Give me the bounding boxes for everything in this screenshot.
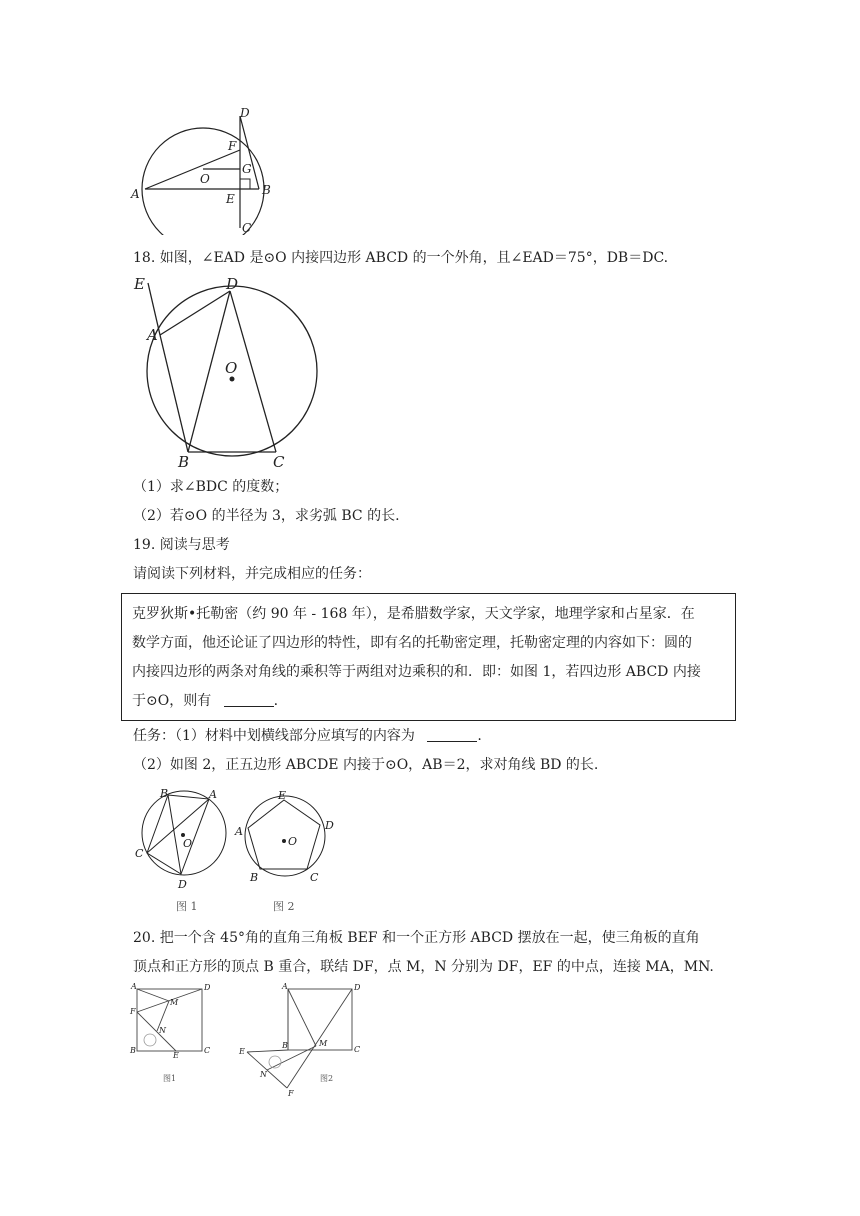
q20-fig2-E: E	[239, 1047, 245, 1056]
fig1-label-O: O	[183, 837, 193, 850]
material-line-4	[132, 692, 278, 710]
fig1-label-D: D	[178, 878, 187, 891]
fig2-label-C: C	[310, 871, 319, 884]
label-C: C	[273, 453, 285, 470]
q18-part1: （1）求∠BDC 的度数；	[133, 479, 289, 495]
label-B: B	[262, 183, 271, 197]
q20-fig2-caption: 图2	[320, 1074, 334, 1083]
fig1-caption: 图 1	[176, 900, 198, 913]
q20-fig1-N: N	[159, 1026, 166, 1035]
label-G: G	[242, 162, 252, 176]
label-E: E	[134, 275, 145, 293]
figures-q20	[125, 982, 365, 1102]
task1	[133, 727, 482, 745]
fig1-label-C: C	[135, 847, 144, 860]
fill-blank[interactable]	[224, 706, 274, 707]
task1-blank[interactable]	[427, 741, 477, 742]
label-O: O	[225, 359, 238, 377]
task2: （2）如图 2，正五边形 ABCDE 内接于⊙O，AB＝2，求对角线 BD 的长.	[133, 757, 599, 773]
material-line-4-end: .	[273, 693, 279, 709]
fig2-label-B: B	[250, 871, 259, 884]
q20-fig1-D: D	[204, 983, 211, 992]
label-F: F	[228, 139, 237, 153]
q20-fig1-caption: 图1	[163, 1074, 177, 1083]
q20-fig1-F: F	[130, 1007, 136, 1016]
label-C: C	[242, 221, 252, 235]
label-D: D	[226, 275, 239, 293]
fig1-label-B: B	[160, 787, 169, 800]
label-O: O	[200, 172, 210, 186]
label-D: D	[240, 106, 250, 120]
figures-q19	[130, 785, 360, 915]
fig1-label-A: A	[209, 788, 217, 801]
q20-fig2-M: M	[319, 1039, 328, 1048]
fig2-caption: 图 2	[273, 900, 295, 913]
q19-intro: 请阅读下列材料，并完成相应的任务：	[133, 566, 371, 582]
task1-end: .	[477, 728, 482, 744]
q20-fig1-A: A	[131, 982, 137, 991]
label-B: B	[178, 453, 190, 470]
q18-part2: （2）若⊙O 的半径为 3，求劣弧 BC 的长.	[133, 508, 400, 524]
q20-fig2-A: A	[282, 982, 288, 991]
figure-q18	[130, 275, 330, 470]
fig2-label-E: E	[278, 789, 287, 802]
label-A: A	[131, 187, 140, 201]
q20-line1: 20. 把一个含 45°角的直角三角板 BEF 和一个正方形 ABCD 摆放在一起，使三角板的直角	[133, 930, 700, 946]
q20-fig1-E: E	[173, 1051, 179, 1060]
material-line-4-text: 于⊙O，则有	[132, 693, 212, 709]
q20-fig2-N: N	[260, 1070, 267, 1079]
label-A: A	[147, 326, 158, 344]
q20-fig2-D: D	[354, 983, 361, 992]
q20-fig2-B: B	[282, 1041, 288, 1050]
material-line-2: 数学方面，他还论证了四边形的特性，即有名的托勒密定理，托勒密定理的内容如下：圆的	[132, 635, 692, 651]
q20-line2: 顶点和正方形的顶点 B 重合，联结 DF，点 M，N 分别为 DF，EF 的中点，连接 MA，MN.	[133, 959, 714, 975]
material-line-3: 内接四边形的两条对角线的乘积等于两组对边乘积的和．即：如图 1，若四边形 ABCD 内接	[132, 664, 701, 680]
q20-fig1-C: C	[204, 1046, 211, 1055]
q20-fig2-C: C	[354, 1045, 361, 1054]
q20-fig1-B: B	[130, 1046, 136, 1055]
fig2-label-A: A	[235, 825, 243, 838]
q20-fig2-F: F	[288, 1089, 294, 1098]
q20-fig1-M: M	[170, 998, 179, 1007]
material-box	[121, 593, 736, 721]
label-E: E	[226, 192, 235, 206]
material-line-1: 克罗狄斯•托勒密（约 90 年 - 168 年），是希腊数学家，天文学家，地理学家和占星家．在	[132, 606, 695, 622]
task1-text: 任务：（1）材料中划横线部分应填写的内容为	[133, 728, 415, 744]
fig2-label-D: D	[325, 819, 334, 832]
fig2-label-O: O	[288, 835, 298, 848]
figure-q17	[128, 105, 288, 235]
q18-stem: 18. 如图，∠EAD 是⊙O 内接四边形 ABCD 的一个外角，且∠EAD＝75°，DB＝DC.	[133, 250, 669, 266]
q19-title: 19. 阅读与思考	[133, 537, 230, 553]
